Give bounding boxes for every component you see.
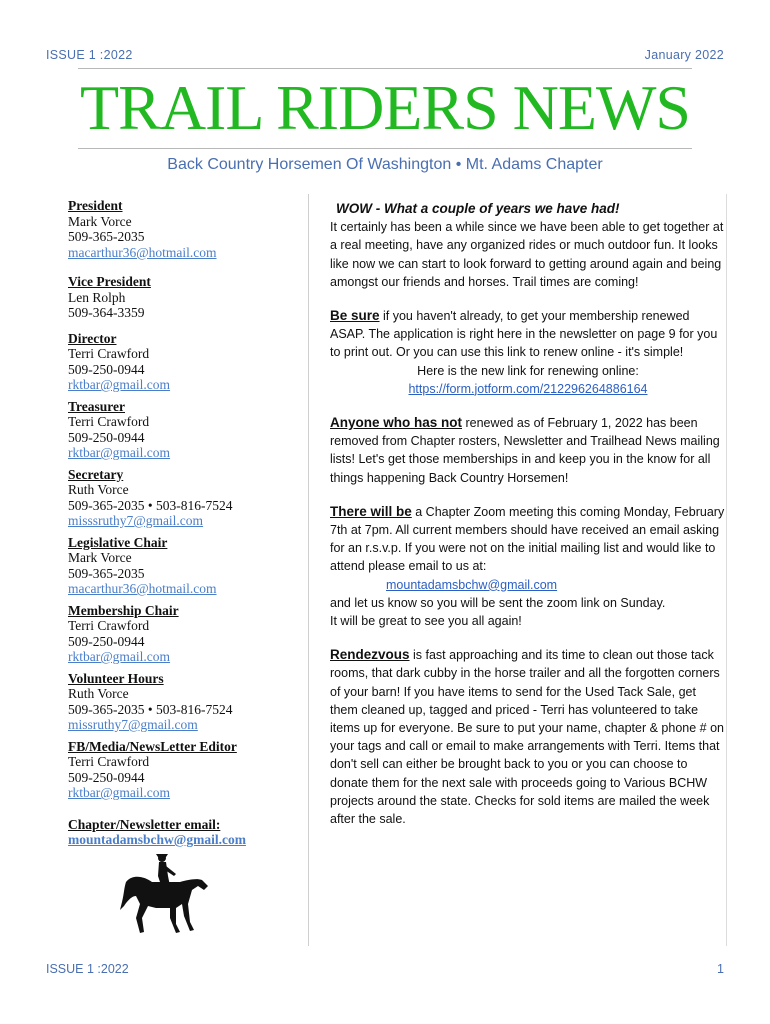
officer-email-link[interactable]: macarthur36@hotmail.com (68, 244, 217, 260)
footer-page-number: 1 (717, 962, 724, 976)
officer-treasurer (68, 399, 300, 461)
officer-phone: 509-250-0944 (68, 361, 145, 377)
article-body: It certainly has been a while since we have been able to get together at a real meeting, have any organized rides or much outdoor fun. It looks like now we can start to look forward to getting around again and being amongst our friends and horses. Trail times are coming! (330, 220, 724, 289)
officer-role: Director (68, 330, 117, 346)
officer-role: Secretary (68, 466, 124, 482)
officer-email-link[interactable]: rktbar@gmail.com (68, 445, 171, 460)
officer-phone: 509-250-0944 (68, 769, 145, 785)
officer-phone: 509-250-0944 (68, 429, 145, 445)
officer-role: Legislative Chair (68, 534, 168, 550)
officer-email-link[interactable]: missruthy7@gmail.com (68, 717, 198, 732)
article-heading: WOW - What a couple of years we have had! (336, 201, 620, 216)
renew-link[interactable]: https://form.jotform.com/212296264886164 (408, 381, 648, 396)
officer-newsletter-editor (68, 739, 300, 801)
officer-role: Vice President (68, 274, 151, 289)
officer-president (68, 198, 300, 260)
officer-email-link[interactable]: macarthur36@hotmail.com (68, 581, 217, 596)
newsletter-title: TRAIL RIDERS NEWS (80, 72, 690, 143)
article-lead: Anyone who has not (330, 415, 463, 431)
article-body: renewed as of February 1, 2022 has been removed from Chapter rosters, Newsletter and Trailhead News mailing lists! Let's get those memberships in and keep you in the know for all things happening Back Country Horsemen! (330, 416, 720, 485)
officer-name: Terri Crawford (68, 754, 150, 769)
officer-email-link[interactable]: rktbar@gmail.com (68, 649, 171, 664)
officer-phone: 509-365-2035 • 503-816-7524 (68, 497, 233, 513)
officer-role: Volunteer Hours (68, 670, 164, 686)
article-lead: Rendezvous (330, 647, 410, 663)
article-anyone (330, 414, 726, 487)
officer-phone: 509-365-2035 (68, 229, 145, 244)
officer-legislative-chair (68, 535, 300, 597)
zoom-email-link[interactable]: mountadamsbchw@gmail.com (386, 577, 558, 592)
officer-volunteer-hours (68, 671, 300, 733)
officer-role: Treasurer (68, 398, 125, 414)
officer-sidebar (68, 198, 300, 848)
article-body: a Chapter Zoom meeting this coming Monday, February 7th at 7pm. All current members should have received an email asking for an r.s.v.p. If you were not on the initial mailing list and would like to attend please email to us at: (330, 504, 725, 574)
officer-phone: 509-365-2035 (68, 565, 145, 581)
officer-email-link[interactable]: misssruthy7@gmail.com (68, 513, 204, 528)
article-after: and let us know so you will be sent the zoom link on Sunday. (330, 595, 666, 610)
officer-name: Terri Crawford (68, 346, 150, 361)
main-articles (330, 200, 726, 844)
chapter-email-label: Chapter/Newsletter email: (68, 816, 221, 832)
chapter-email-link[interactable]: mountadamsbchw@gmail.com (68, 832, 246, 847)
officer-role: President (68, 198, 123, 213)
article-body: is fast approaching and its time to clean out those tack rooms, that dark cubby in the horse trailer and all the forgotten corners of your barn! If you have items to send for the Used Tack Sale, get them cleaned up, tagged and priced - Terri has volunteered to take items up for everyone. Be sure to put your name, chapter & phone # on your tags and call or email to make arrangements with Terri. Items that don't sell can either be brought back to you or you can choose to donate them for the next sale with proceeds going to Various BCHW projects around the state. Checks for sold items are mailed the week after the sale. (330, 648, 724, 827)
article-lead: Be sure (330, 308, 380, 324)
officer-phone: 509-364-3359 (68, 305, 145, 320)
officer-name: Mark Vorce (68, 550, 132, 565)
renew-link-label: Here is the new link for renewing online: (417, 363, 639, 378)
officer-phone: 509-365-2035 • 503-816-7524 (68, 701, 233, 717)
newsletter-subtitle: Back Country Horsemen Of Washington • Mt. Adams Chapter (167, 156, 603, 173)
officer-membership-chair (68, 603, 300, 665)
horse-rider-icon (118, 852, 210, 936)
article-be-sure (330, 307, 726, 398)
header-issue: ISSUE 1 :2022 (46, 48, 133, 62)
officer-name: Mark Vorce (68, 213, 132, 229)
article-wow (330, 200, 726, 291)
article-body: if you haven't already, to get your membership renewed ASAP. The application is right here in the newsletter on page 9 for you to print out. Or you can use this link to renew online - it's simple! (330, 309, 718, 360)
header-date: January 2022 (644, 48, 724, 62)
top-rule (78, 68, 692, 69)
article-zoom (330, 503, 726, 630)
officer-role: FB/Media/NewsLetter Editor (68, 738, 237, 754)
officer-name: Len Rolph (68, 289, 126, 305)
officer-name: Terri Crawford (68, 618, 150, 633)
officer-email-link[interactable]: rktbar@gmail.com (68, 377, 171, 392)
officer-secretary (68, 467, 300, 529)
title-rule (78, 148, 692, 149)
article-lead: There will be (330, 503, 412, 519)
right-border (726, 194, 727, 946)
officer-name: Ruth Vorce (68, 482, 129, 497)
officer-phone: 509-250-0944 (68, 633, 145, 649)
officer-vice-president (68, 274, 300, 321)
article-rendezvous (330, 646, 726, 828)
officer-email-link[interactable]: rktbar@gmail.com (68, 785, 171, 800)
officer-role: Membership Chair (68, 602, 179, 618)
column-divider (308, 194, 309, 946)
article-closing: It will be great to see you all again! (330, 614, 522, 629)
footer-issue: ISSUE 1 :2022 (46, 962, 129, 976)
officer-name: Ruth Vorce (68, 686, 129, 701)
officer-director (68, 331, 300, 393)
officer-name: Terri Crawford (68, 414, 150, 429)
